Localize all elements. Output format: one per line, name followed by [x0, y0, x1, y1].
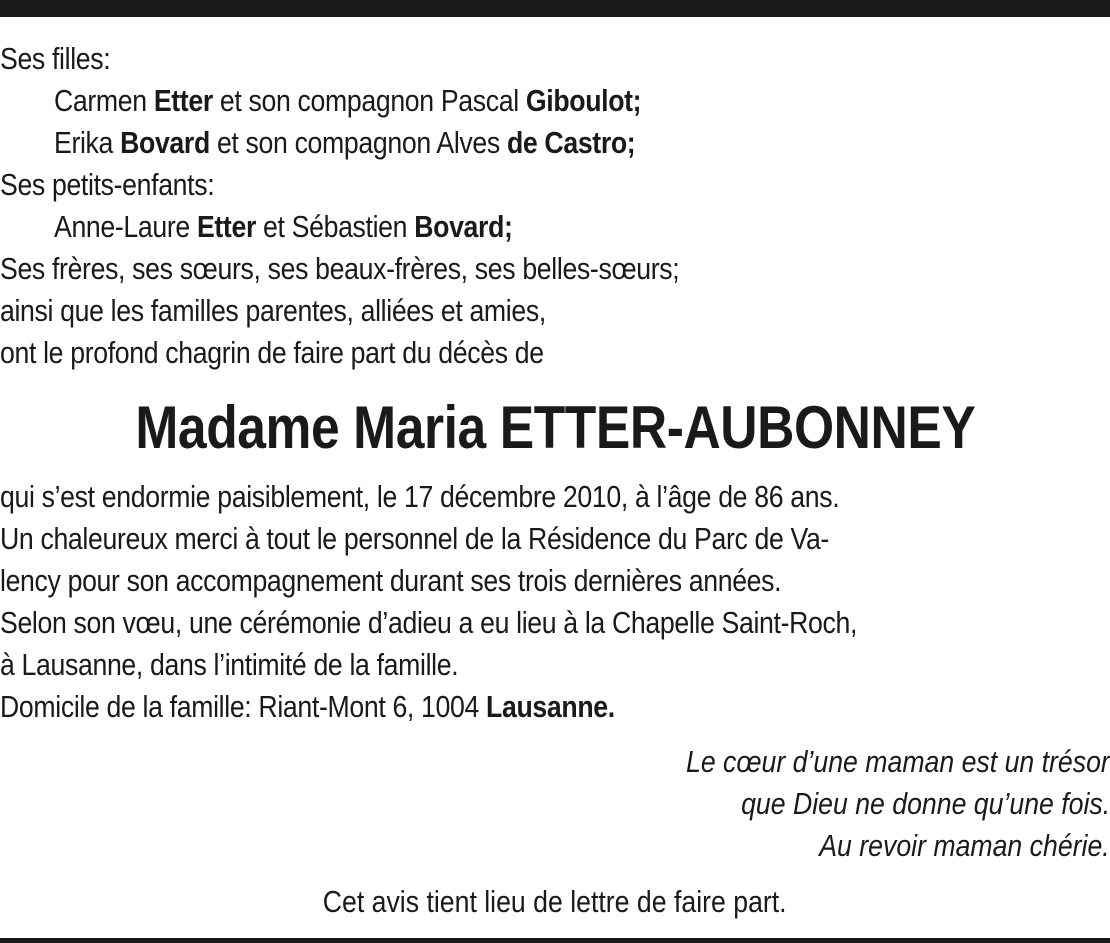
daughter-1-line	[54, 80, 962, 122]
quote-line-2	[0, 783, 1110, 825]
daughter-2-line	[54, 122, 962, 164]
body-line-5: à Lausanne, dans l’intimité de la famille.	[0, 647, 459, 682]
daughter-2-first: Erika	[54, 125, 114, 160]
body-line-2: Un chaleureux merci à tout le personnel de la Résidence du Parc de Va-	[0, 521, 830, 556]
domicile-city: Lausanne.	[486, 689, 615, 724]
footer-note	[0, 880, 1110, 924]
domicile-line	[0, 686, 955, 728]
daughters-heading: Ses filles:	[0, 41, 111, 76]
daughter-2-surname: Bovard	[120, 125, 210, 160]
daughter-1-mid: et son compagnon Pascal	[212, 83, 526, 118]
deceased-name-text: Madame Maria ETTER-AUBONNEY	[135, 394, 975, 461]
siblings-line: Ses frères, ses sœurs, ses beaux-frères, ses belles-sœurs;	[0, 251, 680, 286]
families-line: ainsi que les familles parentes, alliées et amies,	[0, 293, 546, 328]
daughter-2-partner: de Castro;	[506, 125, 636, 160]
announcement-line: ont le profond chagrin de faire part du décès de	[0, 335, 544, 370]
grandchildren-line	[54, 206, 962, 248]
bottom-border-rule	[0, 938, 1110, 943]
grandchild-1-surname: Etter	[196, 209, 256, 244]
daughter-1-partner: Giboulot;	[525, 83, 642, 118]
body-line-1: qui s’est endormie paisiblement, le 17 décembre 2010, à l’âge de 86 ans.	[0, 479, 840, 514]
quote-line-3	[0, 825, 1110, 867]
grandchildren-heading: Ses petits-enfants:	[0, 167, 215, 202]
domicile-prefix: Domicile de la famille: Riant-Mont 6, 1004	[0, 689, 487, 724]
grandchild-2-surname: Bovard;	[414, 209, 513, 244]
body-line-3: lency pour son accompagnement durant ses trois dernières années.	[0, 563, 782, 598]
quote-line-1	[0, 741, 1110, 783]
quote-line-3-text: Au revoir maman chérie.	[819, 828, 1110, 863]
grandchildren-mid: et Sébastien	[255, 209, 415, 244]
daughter-2-mid: et son compagnon Alves	[209, 125, 507, 160]
quote-line-2-text: que Dieu ne donne qu’une fois.	[740, 786, 1110, 821]
grandchild-1-first: Anne-Laure	[54, 209, 190, 244]
footer-note-text: Cet avis tient lieu de lettre de faire part.	[323, 884, 787, 919]
top-border-rule	[0, 0, 1110, 17]
body-line-4: Selon son vœu, une cérémonie d’adieu a eu lieu à la Chapelle Saint-Roch,	[0, 605, 858, 640]
quote-line-1-text: Le cœur d’une maman est un trésor	[686, 744, 1110, 779]
daughter-1-surname: Etter	[153, 83, 213, 118]
daughter-1-first: Carmen	[54, 83, 147, 118]
deceased-name	[0, 392, 1110, 464]
